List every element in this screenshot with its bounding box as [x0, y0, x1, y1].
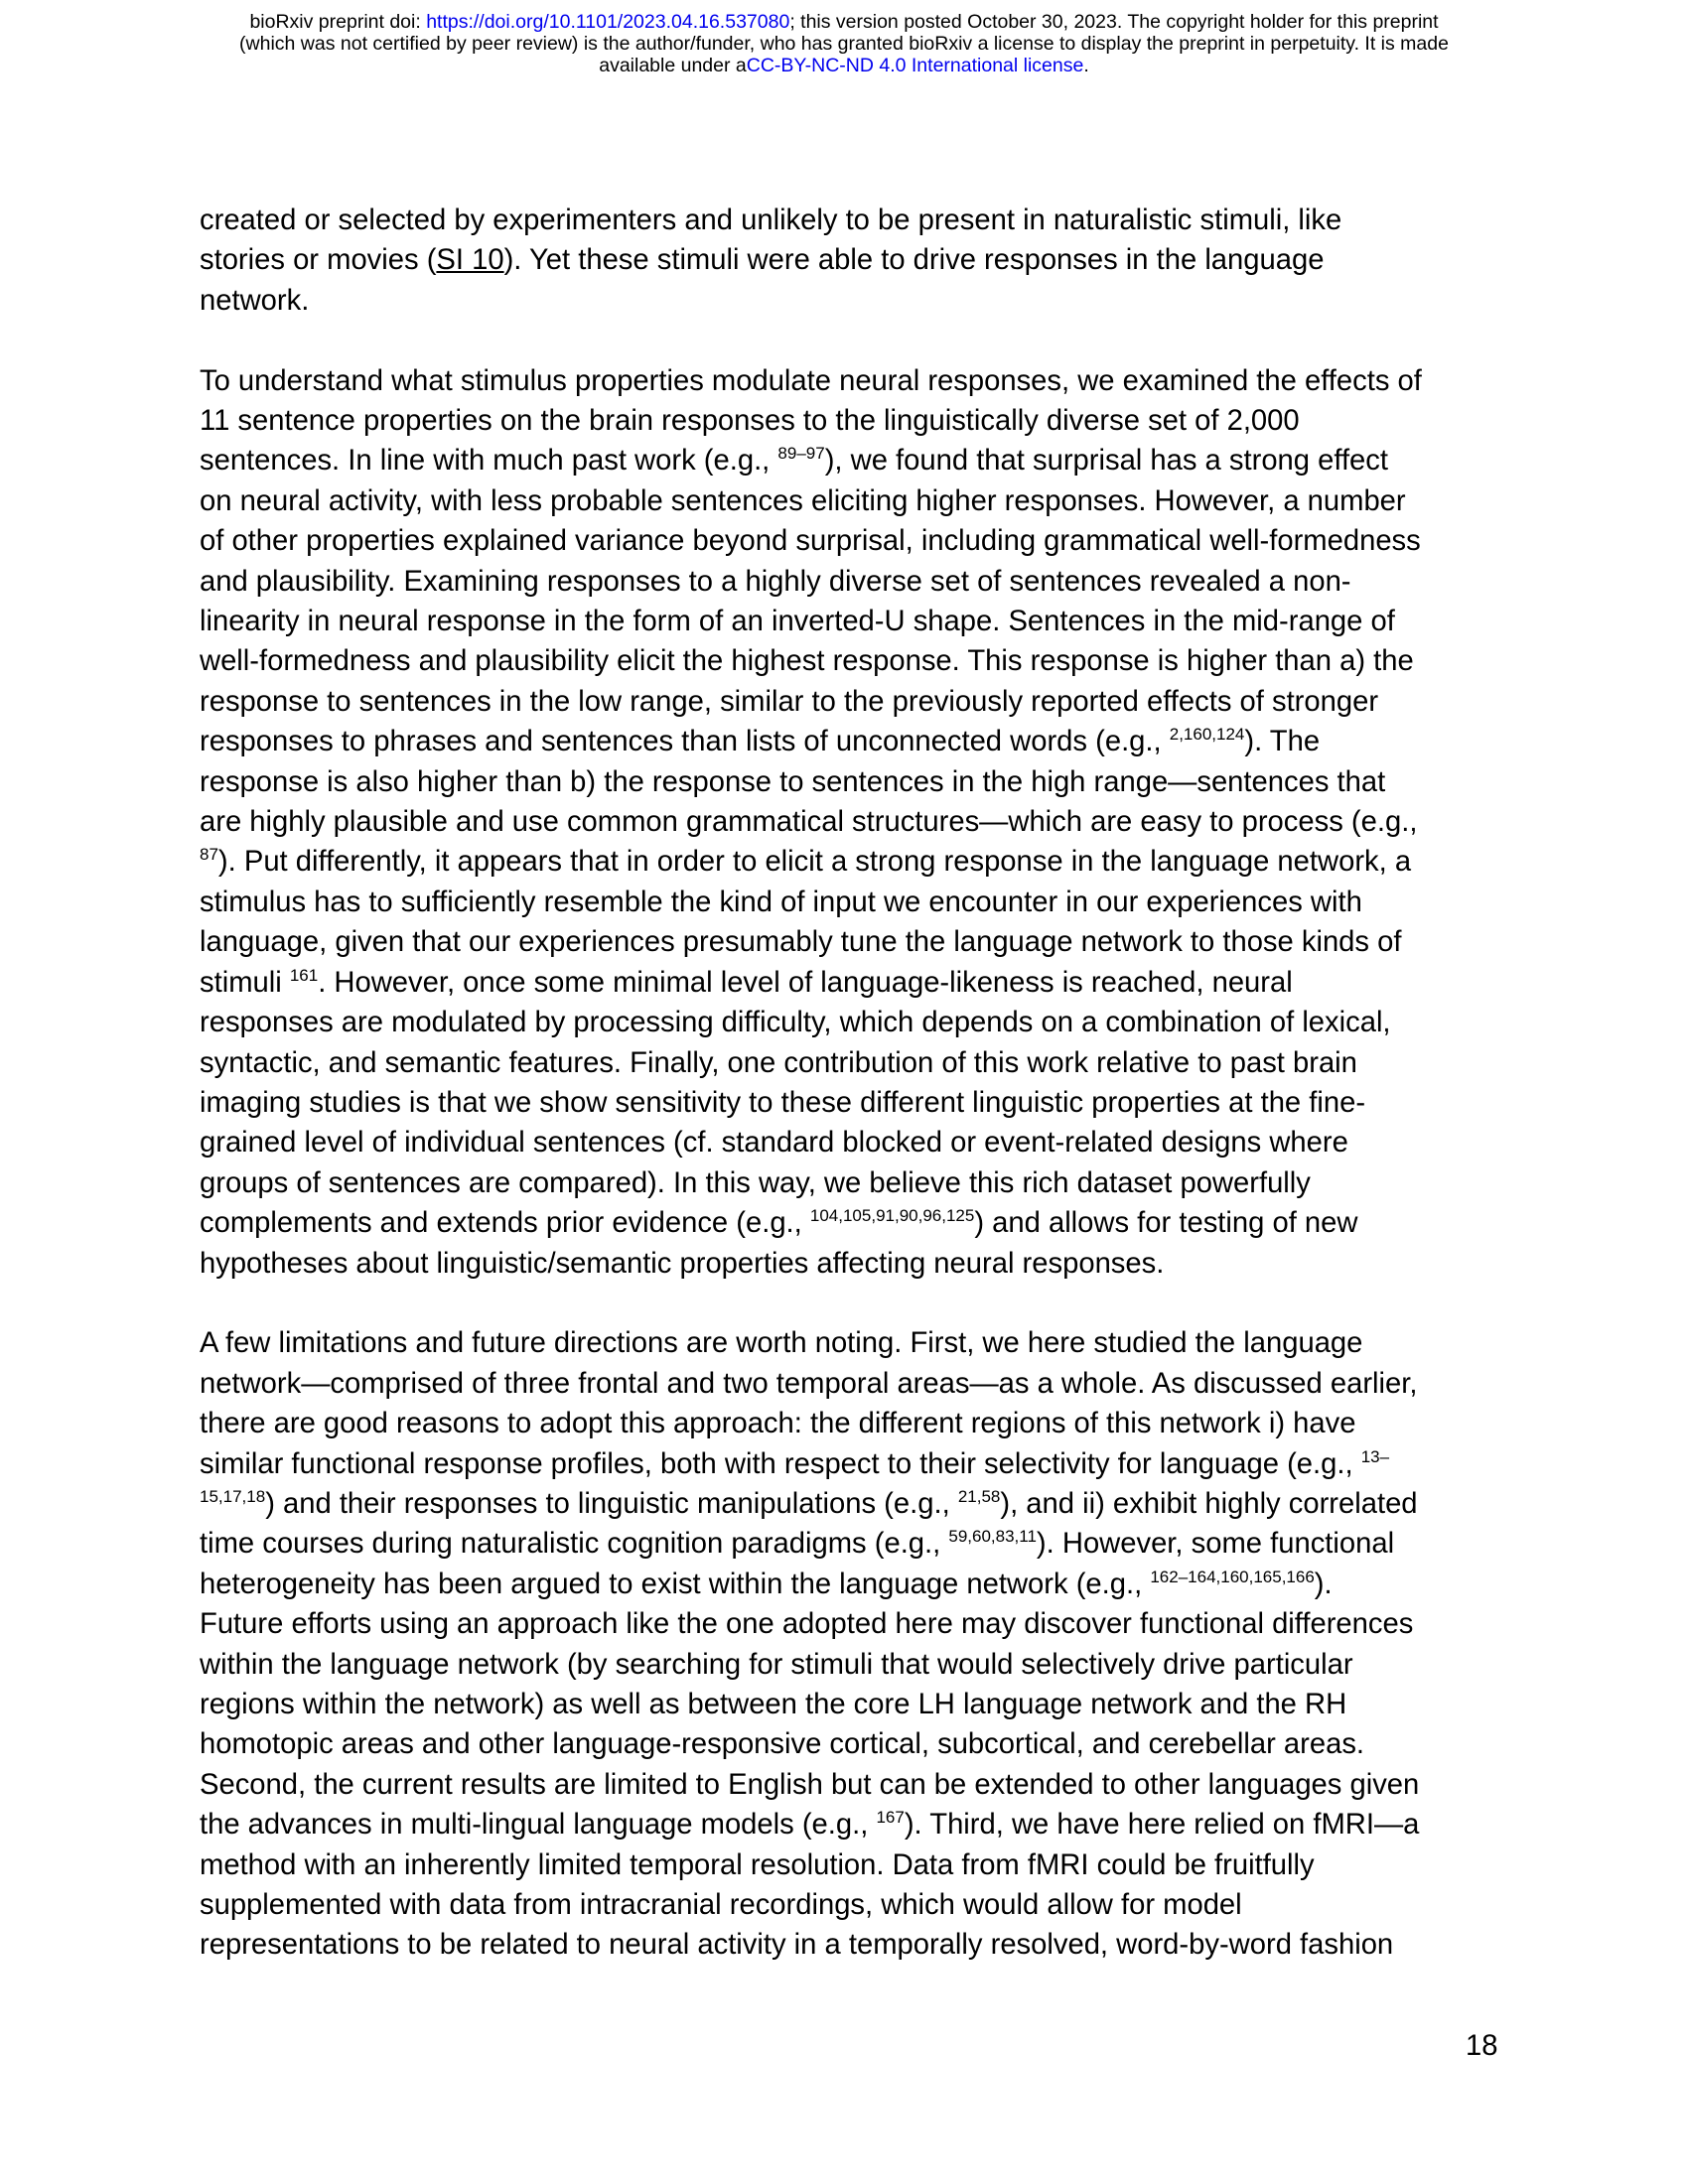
text-segment: of other properties explained variance beyond surprisal, including grammatical well-formedness: [200, 525, 1421, 558]
text-line: [200, 281, 1510, 321]
text-line: [200, 1444, 1510, 1484]
text-line: [200, 922, 1510, 962]
text-segment: 11 sentence properties on the brain responses to the linguistically diverse set of 2,000: [200, 405, 1300, 438]
text-segment: created or selected by experimenters and unlikely to be present in naturalistic stimuli, like: [200, 205, 1342, 236]
header-license-prefix: available under a: [599, 55, 747, 76]
text-segment: homotopic areas and other language-responsive cortical, subcortical, and cerebellar areas.: [200, 1728, 1365, 1761]
header-line-3: [0, 55, 1688, 76]
text-line: [200, 1003, 1510, 1042]
text-segment: the advances in multi-lingual language models (e.g.,: [200, 1809, 877, 1842]
text-segment: ), and ii) exhibit highly correlated: [1000, 1487, 1418, 1520]
header-line-1: [0, 11, 1688, 33]
text-segment: within the language network (by searching for stimuli that would selectively drive particular: [200, 1648, 1353, 1681]
text-line: [200, 1203, 1510, 1243]
main-body-text: [200, 201, 1510, 2005]
text-segment: complements and extends prior evidence (e.g.,: [200, 1207, 810, 1240]
text-segment: regions within the network) as well as between the core LH language network and the RH: [200, 1689, 1347, 1720]
license-link[interactable]: CC-BY-NC-ND 4.0 International license: [746, 55, 1084, 76]
paragraph-2: [200, 361, 1510, 1284]
text-line: [200, 1484, 1510, 1524]
text-line: [200, 1404, 1510, 1443]
text-segment: ). The: [1244, 726, 1321, 758]
text-line: [200, 1685, 1510, 1724]
header-license-suffix: .: [1083, 55, 1089, 76]
text-line: [200, 1323, 1510, 1363]
text-segment: on neural activity, with less probable sentences eliciting higher responses. However, a number: [200, 484, 1406, 517]
text-line: [200, 883, 1510, 922]
text-line: [200, 1565, 1510, 1604]
text-line: [200, 401, 1510, 441]
citation-superscript: 87: [200, 845, 218, 865]
text-line: [200, 602, 1510, 641]
text-line: [200, 1364, 1510, 1404]
text-segment: representations to be related to neural activity in a temporally resolved, word-by-word fashion: [200, 1929, 1394, 1962]
text-line: [200, 682, 1510, 722]
text-line: [200, 1043, 1510, 1083]
text-segment: ) and allows for testing of new: [974, 1207, 1358, 1240]
text-segment: To understand what stimulus properties modulate neural responses, we examined the effects of: [200, 364, 1422, 397]
preprint-header: [0, 11, 1688, 76]
text-line: [200, 802, 1510, 842]
text-segment: grained level of individual sentences (cf. standard blocked or event-related designs where: [200, 1127, 1348, 1160]
text-segment: ).: [1314, 1568, 1333, 1600]
text-line: [200, 441, 1510, 480]
header-line-2: (which was not certified by peer review) is the author/funder, who has granted bioRxiv a license to display the preprint in perpetuity. It is made: [239, 33, 1449, 55]
text-segment: responses to phrases and sentences than lists of unconnected words (e.g.,: [200, 726, 1170, 758]
citation-superscript: 162–164,160,165,166: [1150, 1567, 1315, 1586]
text-segment: time courses during naturalistic cognition paradigms (e.g.,: [200, 1528, 949, 1561]
text-segment: there are good reasons to adopt this approach: the different regions of this network i) have: [200, 1408, 1356, 1440]
text-line: [200, 963, 1510, 1003]
text-segment: ). Third, we have here relied on fMRI—a: [904, 1809, 1420, 1842]
paragraph-1: [200, 201, 1510, 321]
text-line: [200, 722, 1510, 761]
text-segment: similar functional response profiles, both with respect to their selectivity for language (e.g.,: [200, 1447, 1361, 1480]
citation-superscript: 59,60,83,11: [948, 1527, 1037, 1547]
text-segment: are highly plausible and use common grammatical structures—which are easy to process (e.g.,: [200, 806, 1418, 839]
text-line: [200, 1925, 1510, 1965]
text-segment: sentences. In line with much past work (e.g.,: [200, 445, 778, 478]
header-posted-notice: ; this version posted October 30, 2023. The copyright holder for this preprint: [789, 11, 1439, 33]
text-line: [200, 1163, 1510, 1203]
text-segment: ). Yet these stimuli were able to drive responses in the language: [503, 244, 1325, 277]
citation-superscript: 161: [289, 965, 319, 985]
page-number: 18: [1466, 2030, 1498, 2062]
text-line: [200, 361, 1510, 401]
text-segment: responses are modulated by processing difficulty, which depends on a combination of lexical,: [200, 1007, 1391, 1039]
text-segment: stimulus has to sufficiently resemble the kind of input we encounter in our experiences with: [200, 886, 1362, 918]
text-segment: ) and their responses to linguistic manipulations (e.g.,: [265, 1487, 958, 1520]
text-segment: Future efforts using an approach like the one adopted here may discover functional differences: [200, 1608, 1414, 1641]
citation-superscript: 2,160,124: [1169, 725, 1245, 745]
text-line: [200, 1765, 1510, 1805]
text-segment: network.: [200, 284, 310, 317]
text-line: [200, 1524, 1510, 1564]
text-segment: well-formedness and plausibility elicit the highest response. This response is higher than a) the: [200, 645, 1414, 678]
text-line: [200, 1244, 1510, 1284]
citation-superscript: 89–97: [777, 444, 825, 464]
text-line: [200, 842, 1510, 882]
text-segment: Second, the current results are limited to English but can be extended to other languages given: [200, 1768, 1420, 1801]
citation-superscript: 104,105,91,90,96,125: [809, 1206, 975, 1226]
text-line: [200, 1645, 1510, 1685]
text-segment: ). Put differently, it appears that in order to elicit a strong response in the language network, a: [217, 846, 1412, 879]
text-segment: response is also higher than b) the response to sentences in the high range—sentences that: [200, 765, 1386, 798]
text-line: [200, 481, 1510, 521]
text-segment: hypotheses about linguistic/semantic properties affecting neural responses.: [200, 1247, 1165, 1280]
text-segment: ), we found that surprisal has a strong effect: [824, 445, 1388, 478]
text-line: [200, 1805, 1510, 1844]
text-segment: response to sentences in the low range, similar to the previously reported effects of stronger: [200, 685, 1379, 718]
text-segment: and plausibility. Examining responses to a highly diverse set of sentences revealed a non-: [200, 565, 1351, 598]
text-line: [200, 240, 1510, 280]
text-line: [200, 1083, 1510, 1123]
citation-superscript: 13–: [1360, 1446, 1390, 1466]
text-line: [200, 1845, 1510, 1885]
paragraph-3: [200, 1323, 1510, 1966]
text-segment: heterogeneity has been argued to exist within the language network (e.g.,: [200, 1568, 1151, 1600]
citation-superscript: 15,17,18: [200, 1486, 266, 1506]
supplementary-reference-link[interactable]: SI 10: [436, 244, 504, 277]
text-line: [200, 641, 1510, 681]
text-segment: stimuli: [200, 966, 290, 999]
citation-superscript: 167: [876, 1808, 905, 1828]
text-segment: A few limitations and future directions are worth noting. First, we here studied the language: [200, 1327, 1363, 1360]
text-segment: language, given that our experiences presumably tune the language network to those kinds of: [200, 926, 1402, 959]
text-segment: imaging studies is that we show sensitivity to these different linguistic properties at the fine-: [200, 1086, 1366, 1119]
text-segment: method with an inherently limited temporal resolution. Data from fMRI could be fruitfully: [200, 1848, 1315, 1881]
text-segment: syntactic, and semantic features. Finally, one contribution of this work relative to past brain: [200, 1046, 1357, 1079]
text-line: [200, 521, 1510, 561]
text-segment: . However, once some minimal level of language-likeness is reached, neural: [318, 966, 1293, 999]
text-segment: supplemented with data from intracranial recordings, which would allow for model: [200, 1889, 1242, 1922]
citation-superscript: 21,58: [957, 1486, 1001, 1506]
text-line: [200, 1604, 1510, 1644]
header-prefix: bioRxiv preprint doi:: [249, 11, 427, 33]
text-line: [200, 762, 1510, 802]
text-line: [200, 562, 1510, 602]
text-segment: groups of sentences are compared). In this way, we believe this rich dataset powerfully: [200, 1166, 1311, 1199]
doi-link[interactable]: https://doi.org/10.1101/2023.04.16.537080: [426, 11, 790, 33]
text-line: [200, 1123, 1510, 1162]
text-line: [200, 1724, 1510, 1764]
text-line: [200, 201, 1510, 240]
text-segment: network—comprised of three frontal and two temporal areas—as a whole. As discussed earlier,: [200, 1367, 1418, 1400]
text-segment: ). However, some functional: [1036, 1528, 1395, 1561]
text-segment: linearity in neural response in the form of an inverted-U shape. Sentences in the mid-range of: [200, 606, 1395, 638]
text-line: [200, 1885, 1510, 1925]
text-segment: stories or movies (: [200, 244, 437, 277]
